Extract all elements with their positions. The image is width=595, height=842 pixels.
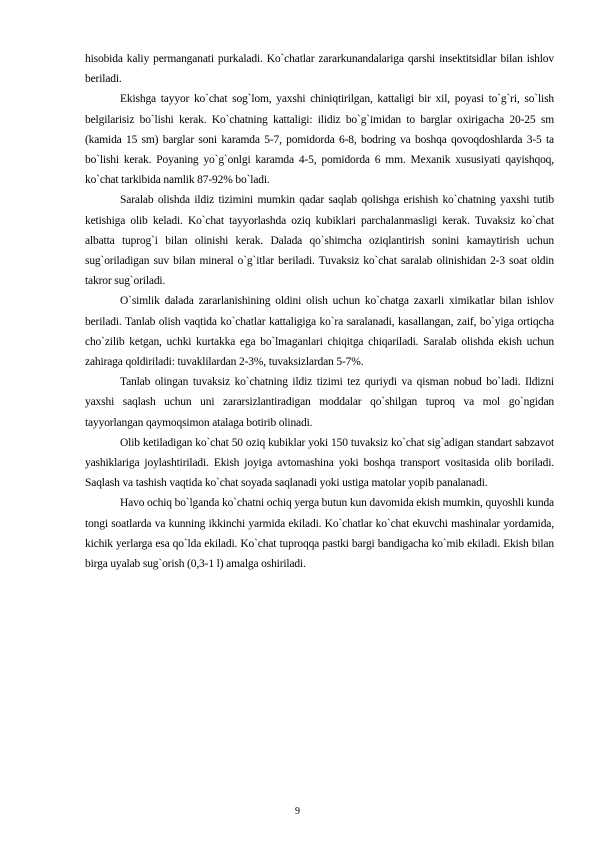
- paragraph: O`simlik dalada zararlanishining oldini olish uchun ko`chatga zaxarli ximikatlar bilan ishlov beriladi. Tanlab olish vaqtida ko`chatlar kattaligiga ko`ra saralanadi, kasallangan, zaif, bo`yiga ortiqcha cho`zilib ketgan, uchki kurtakka ega bo`lmaganlari chiqitga chiqariladi. Saralab olishda ekish uchun zahiraga qoldiriladi: tuvaklilardan 2-3%, tuvaksizlardan 5-7%.: [85, 295, 554, 369]
- page-number: 9: [295, 806, 300, 817]
- paragraph: hisobida kaliy permanganati purkaladi. Ko`chatlar zararkunandalariga qarshi insektitsidlar bilan ishlov beriladi.: [85, 53, 554, 86]
- paragraph: Olib ketiladigan ko`chat 50 oziq kubiklar yoki 150 tuvaksiz ko`chat sig`adigan standart sabzavot yashiklariga joylashtiriladi. Ekish joyiga avtomashina yoki boshqa transport vositasida olib boriladi. Saqlash va tashish vaqtida ko`chat soyada saqlanadi yoki ustiga matolar yopib panalanadi.: [85, 436, 554, 490]
- paragraph: Saralab olishda ildiz tizimini mumkin qadar saqlab qolishga erishish ko`chatning yaxshi tutib ketishiga olib keladi. Ko`chat tayyorlashda oziq kubiklari parchalanmasligi kerak. Tuvaksiz ko`chat albatta tuprog`i bilan olinishi kerak. Dalada qo`shimcha oziqlantirish sonini kamaytirish uchun sug`oriladigan suv bilan mineral o`g`itlar beriladi. Tuvaksiz ko`chat saralab olinishidan 2-3 soat oldin takror sug`oriladi.: [85, 194, 554, 288]
- body-text: [85, 49, 554, 574]
- paragraph: Ekishga tayyor ko`chat sog`lom, yaxshi chiniqtirilgan, kattaligi bir xil, poyasi to`g`ri, so`lish belgilarisiz bo`lishi kerak. Ko`chatning kattaligi: ilidiz bo`g`imidan to barglar oxirigacha 20-25 sm (kamida 15 sm) barglar soni karamda 5-7, pomidorda 6-8, bodring va boshqa qovoqdoshlarda 3-5 ta bo`lishi kerak. Poyaning yo`g`onlgi karamda 4-5, pomidorda 6 mm. Mexanik xususiyati qayishqoq, ko`chat tarkibida namlik 87-92% bo`ladi.: [85, 93, 554, 187]
- paragraph: Havo ochiq bo`lganda ko`chatni ochiq yerga butun kun davomida ekish mumkin, quyoshli kunda tongi soatlarda va kunning ikkinchi yarmida ekiladi. Ko`chatlar ko`chat ekuvchi mashinalar yordamida, kichik yerlarga esa qo`lda ekiladi. Ko`chat tuproqqa pastki bargi bandigacha ko`mib ekiladi. Ekish bilan birga uyalab sug`orish (0,3-1 l) amalga oshiriladi.: [85, 497, 554, 571]
- paragraph: Tanlab olingan tuvaksiz ko`chatning ildiz tizimi tez quriydi va qisman nobud bo`ladi. Ildizni yaxshi saqlash uchun uni zararsizlantiradigan moddalar qo`shilgan tuproq va mol go`ngidan tayyorlangan qaymoqsimon atalaga botirib olinadi.: [85, 376, 554, 429]
